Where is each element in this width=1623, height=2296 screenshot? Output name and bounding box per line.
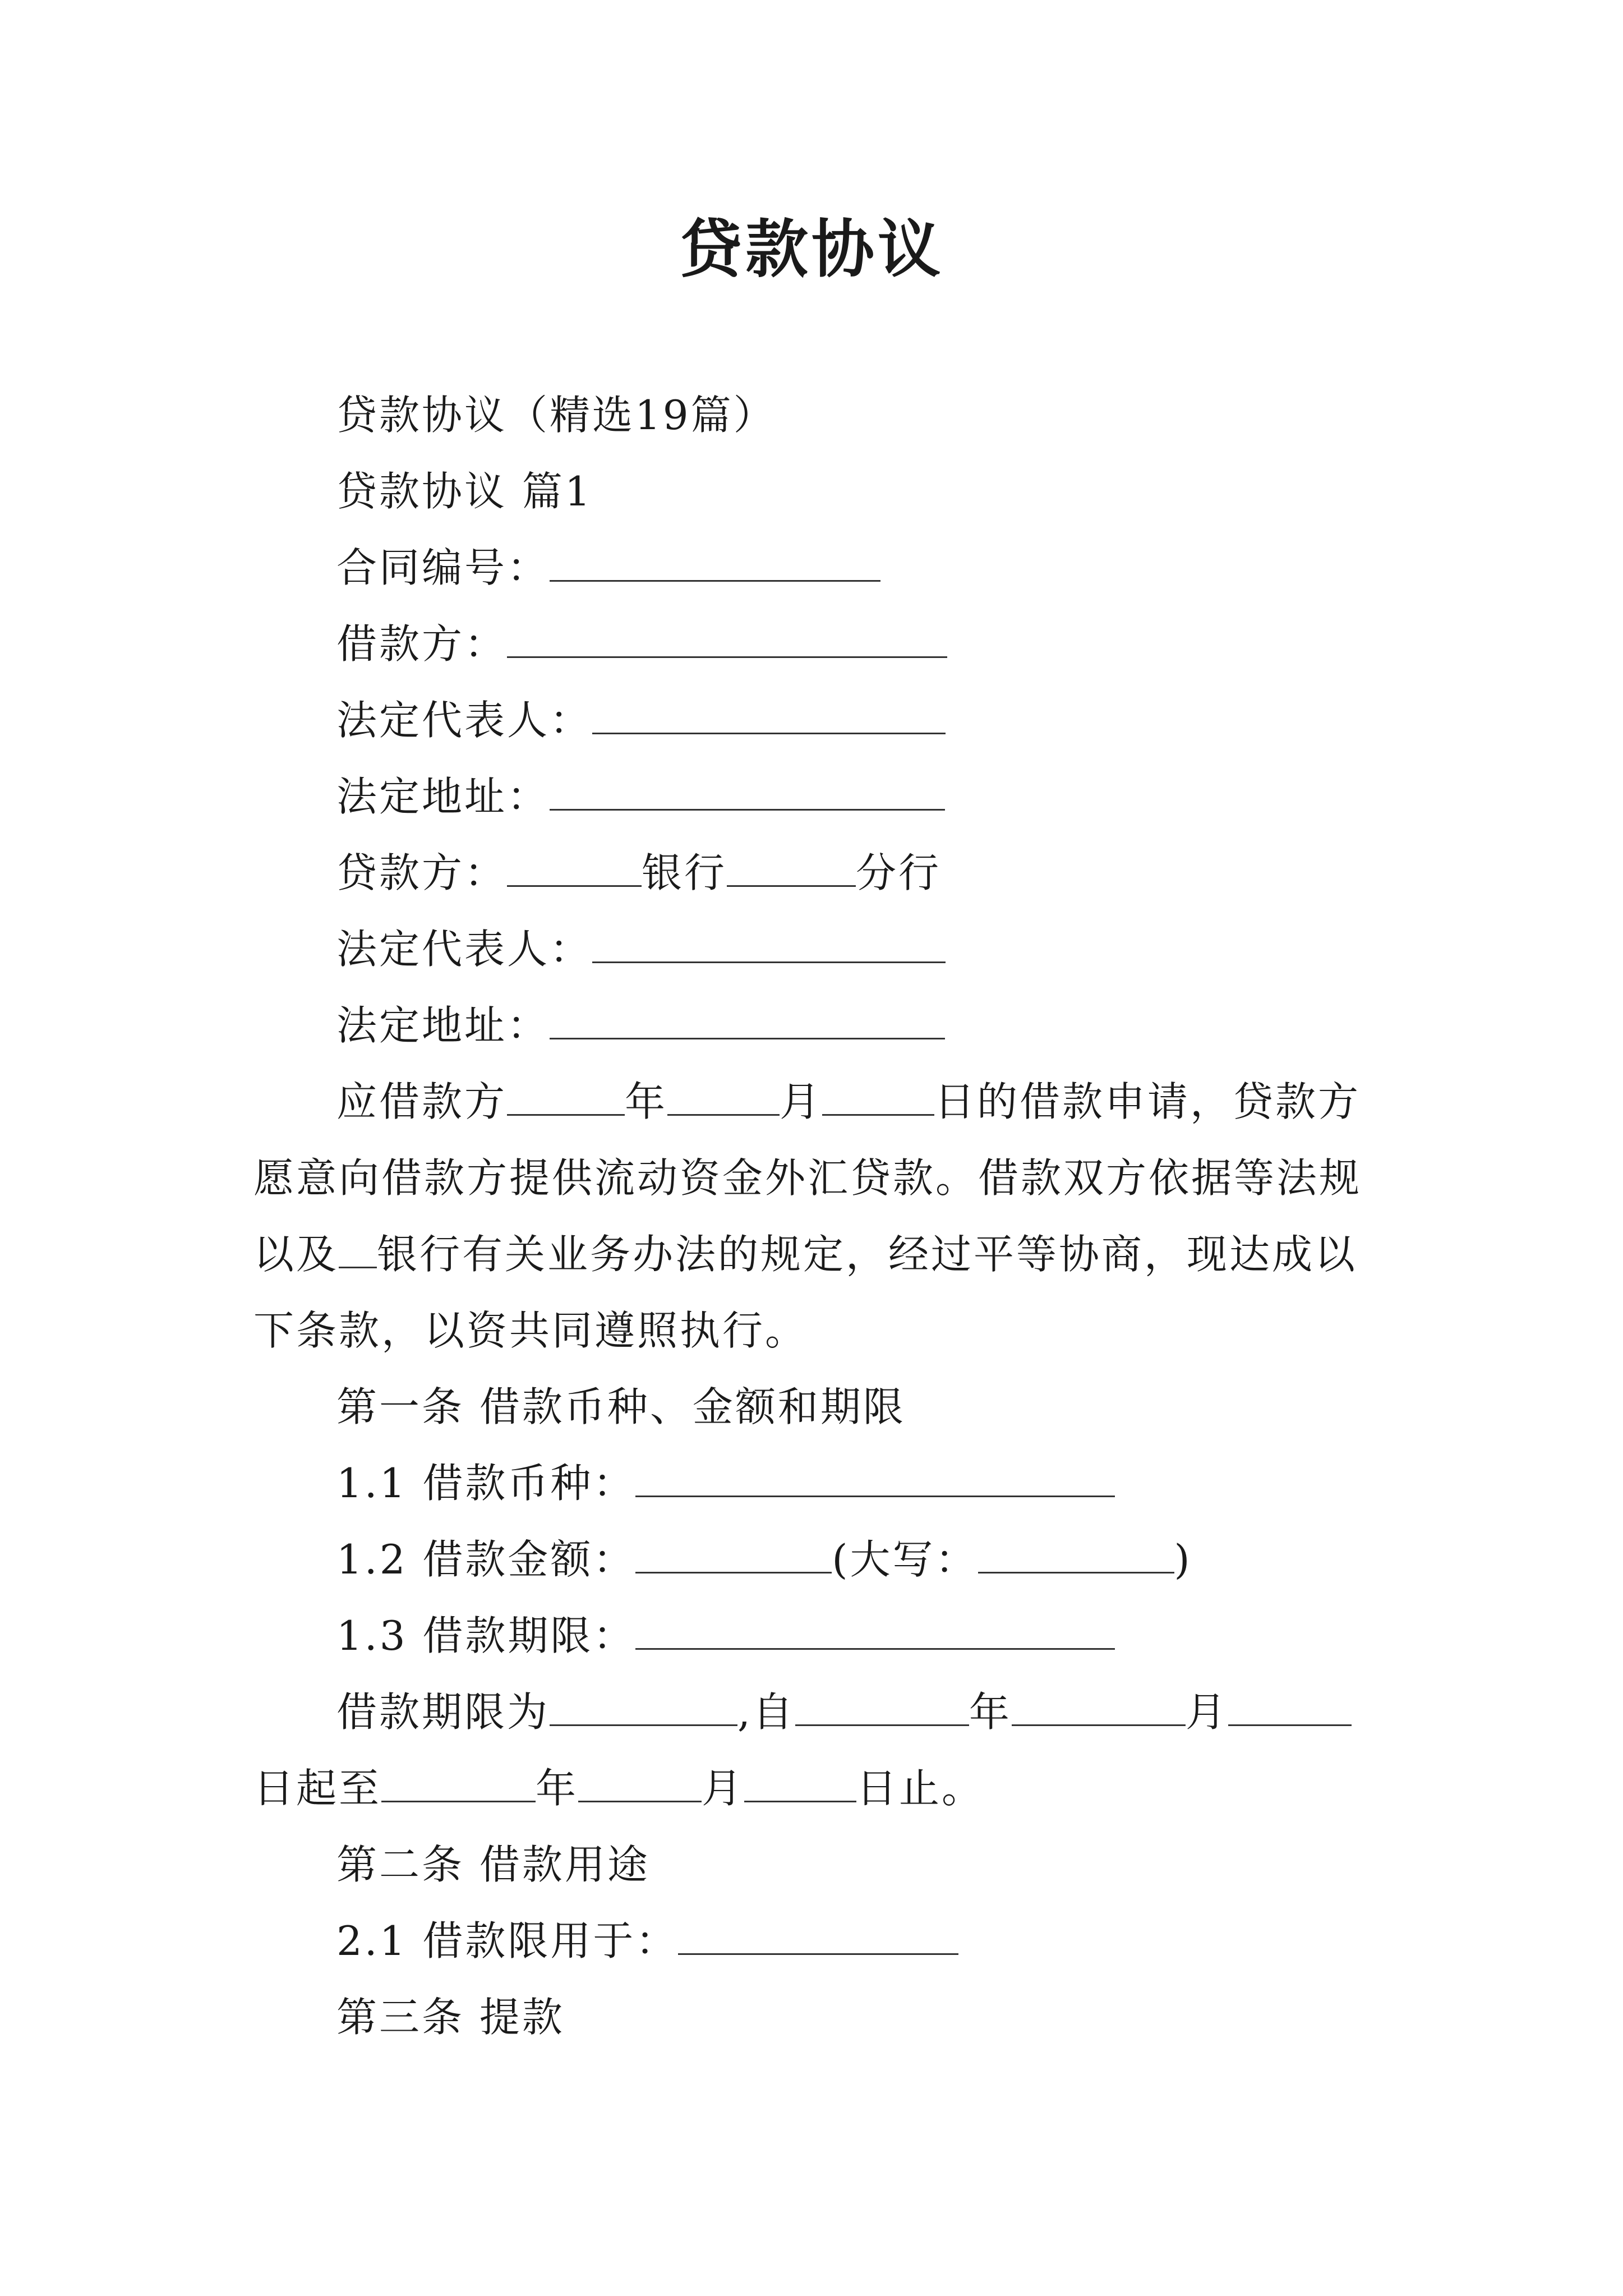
clause-text: 年 bbox=[969, 1688, 1012, 1736]
clause-label: 1.3 借款期限： bbox=[336, 1612, 636, 1659]
borrower-line bbox=[336, 616, 947, 672]
doc-subtitle: 贷款协议（精选19篇） bbox=[336, 392, 776, 439]
paragraph-line-2: 愿意向借款方提供流动资金外汇贷款。借款双方依据等法规 bbox=[253, 1154, 1362, 1202]
article-2-heading: 第二条 借款用途 bbox=[336, 1841, 650, 1888]
blank bbox=[795, 1691, 969, 1726]
clause-text: 借款期限为 bbox=[336, 1688, 550, 1736]
legal-rep-blank bbox=[592, 699, 946, 734]
contract-no-blank bbox=[550, 546, 880, 582]
borrower-blank bbox=[507, 623, 947, 658]
legal-addr-blank bbox=[550, 775, 945, 811]
blank bbox=[339, 1233, 377, 1268]
clause-label: 1.2 借款金额： bbox=[336, 1536, 636, 1583]
lender-branch-text: 分行 bbox=[856, 849, 942, 896]
legal-addr-line bbox=[336, 769, 945, 825]
paragraph-text: 日的借款申请，贷款方 bbox=[934, 1078, 1361, 1125]
clause-text: 日止。 bbox=[856, 1765, 985, 1812]
paragraph-line-4: 下条款，以资共同遵照执行。 bbox=[253, 1307, 808, 1354]
clause-1-2 bbox=[336, 1531, 1192, 1588]
lender-bank-text: 银行 bbox=[642, 849, 727, 896]
article-3-heading: 第三条 提款 bbox=[336, 1994, 565, 2041]
lender-blank-1 bbox=[507, 852, 642, 887]
clause-1-1 bbox=[336, 1455, 1115, 1511]
blank bbox=[381, 1767, 536, 1802]
section-heading: 贷款协议 篇1 bbox=[336, 468, 593, 515]
legal-rep-line-2 bbox=[336, 921, 946, 977]
borrower-label: 借款方： bbox=[336, 620, 508, 668]
blank bbox=[744, 1767, 856, 1802]
legal-addr-label: 法定地址： bbox=[336, 773, 550, 820]
clause-text: ,自 bbox=[737, 1688, 795, 1736]
legal-addr-label-2: 法定地址： bbox=[336, 1002, 550, 1049]
blank bbox=[978, 1538, 1174, 1573]
legal-rep-label-2: 法定代表人： bbox=[336, 926, 593, 973]
legal-rep-label: 法定代表人： bbox=[336, 697, 593, 744]
paragraph-line-3 bbox=[253, 1226, 1357, 1282]
paragraph-text: 年 bbox=[625, 1078, 668, 1125]
clause-text: 月 bbox=[1185, 1688, 1228, 1736]
contract-no-line bbox=[336, 540, 880, 596]
paragraph-text: 应借款方 bbox=[336, 1078, 508, 1125]
clause-text: 日起至 bbox=[253, 1765, 382, 1812]
legal-rep-blank-2 bbox=[592, 928, 946, 963]
clause-label: 2.1 借款限用于： bbox=[336, 1917, 679, 1964]
clause-text: 月 bbox=[702, 1765, 745, 1812]
contract-no-label: 合同编号： bbox=[336, 544, 550, 591]
blank bbox=[507, 1080, 625, 1116]
blank bbox=[1228, 1691, 1352, 1726]
article-1-heading: 第一条 借款币种、金额和期限 bbox=[336, 1383, 906, 1430]
clause-text: 年 bbox=[536, 1765, 579, 1812]
term-line-2 bbox=[253, 1760, 984, 1816]
blank bbox=[635, 1538, 832, 1573]
clause-label: 1.1 借款币种： bbox=[336, 1460, 636, 1507]
legal-addr-blank-2 bbox=[550, 1004, 945, 1039]
clause-1-3 bbox=[336, 1608, 1115, 1664]
document-title: 贷款协议 bbox=[679, 213, 944, 286]
blank bbox=[635, 1462, 1115, 1497]
paragraph-text: 以及 bbox=[253, 1231, 339, 1278]
blank bbox=[667, 1080, 780, 1116]
term-line-1 bbox=[336, 1684, 1352, 1740]
lender-line bbox=[336, 845, 941, 901]
clause-2-1 bbox=[336, 1913, 958, 1969]
blank bbox=[1012, 1691, 1186, 1726]
paragraph-line-1 bbox=[336, 1074, 1361, 1130]
blank bbox=[635, 1614, 1115, 1650]
paragraph-text: 月 bbox=[780, 1078, 823, 1125]
lender-blank-2 bbox=[727, 852, 856, 887]
paragraph-text: 银行有关业务办法的规定，经过平等协商，现达成以 bbox=[377, 1231, 1358, 1278]
clause-text: (大写： bbox=[832, 1536, 978, 1583]
clause-text: ) bbox=[1174, 1536, 1192, 1583]
blank bbox=[822, 1080, 934, 1116]
legal-addr-line-2 bbox=[336, 997, 945, 1053]
blank bbox=[678, 1920, 958, 1955]
lender-label: 贷款方： bbox=[336, 849, 508, 896]
legal-rep-line bbox=[336, 692, 946, 748]
blank bbox=[578, 1767, 702, 1802]
blank bbox=[550, 1691, 737, 1726]
